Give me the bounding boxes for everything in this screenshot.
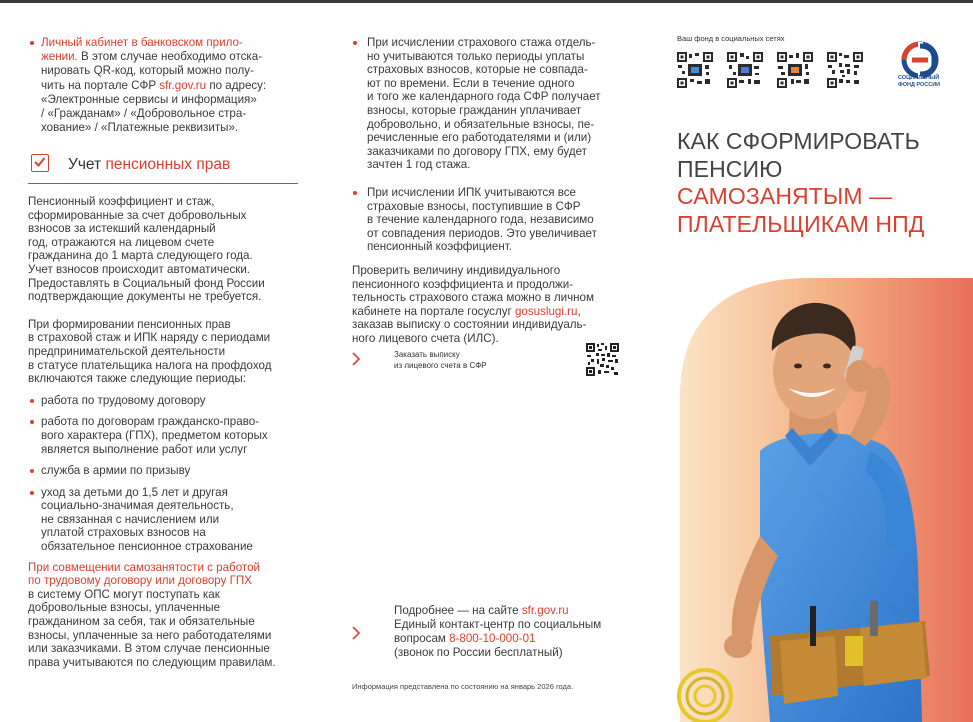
page-title: КАК СФОРМИРОВАТЬ ПЕНСИЮ САМОЗАНЯТЫМ — ПЛАТЕЛЬЩИКАМ НПД — [677, 128, 925, 237]
section-title: Учет пенсионных прав — [68, 156, 231, 173]
intro-text-3: нировать QR-код, который можно полу- — [41, 64, 254, 78]
list-item: уход за детьми до 1,5 лет и другая социально-значимая деятельность, не связанная с начислением или уплатой страховых взносов на обязательное пенсионное страхование — [28, 486, 300, 554]
order-statement-text: Заказать выписку из лицевого счета в СФР — [394, 350, 487, 370]
hero-worker-photo — [660, 276, 973, 722]
sfr-logo-text: СОЦИАЛЬНЫЙ ФОНД РОССИИ — [898, 75, 941, 88]
intro-red-2: жении. — [41, 50, 78, 64]
pension-rights-body — [28, 195, 300, 669]
intro-text-7: хование» / «Платежные реквизиты». — [41, 121, 239, 135]
intro-text-6: / «Гражданам» / «Добровольное стра- — [41, 107, 247, 121]
top-border — [0, 0, 973, 3]
qr-code-icon[interactable] — [677, 52, 713, 88]
checkbox-check-icon — [31, 154, 49, 172]
chevron-right-icon — [352, 626, 360, 640]
footnote: Информация представлена по состоянию на январь 2026 года. — [352, 682, 574, 691]
intro-bullet — [28, 36, 300, 135]
order-statement-row[interactable] — [352, 343, 624, 377]
qr-code-icon[interactable] — [727, 52, 763, 88]
section-heading — [28, 153, 298, 184]
intro-text-4: чить на портале СФР — [41, 78, 160, 92]
qr-code-icon[interactable] — [777, 52, 813, 88]
hotline-phone[interactable]: 8-800-10-000-01 — [449, 632, 536, 645]
social-qr-codes — [677, 52, 867, 90]
intro-text-2: В этом случае необходимо отска- — [77, 50, 263, 64]
intro-text-5: «Электронные сервисы и информация» — [41, 92, 257, 106]
qr-code-icon[interactable] — [827, 52, 863, 88]
rule-item: При исчислении ИПК учитываются все страховые взносы, поступившие в СФР в течение календарного года, независимо от совпадения периодов. Это увеличивает пенсионный коэффициент. — [352, 186, 624, 254]
list-item: работа по договорам гражданско-право- вого характера (ГПХ), предметом которых является выполнение работ или услуг — [28, 415, 300, 456]
qr-code-icon[interactable] — [586, 343, 619, 376]
intro-block — [28, 36, 300, 135]
check-paragraph: Проверить величину индивидуального пенсионного коэффициента и продолжи- тельность страхового стажа можно в личном кабинете на портале госуслуг gosuslugi.ru, заказав выписку о состоянии индивидуаль- ного лицевого счета (ИЛС). — [352, 263, 594, 345]
social-label: Ваш фонд в социальных сетях — [677, 34, 785, 43]
list-item: работа по трудовому договору — [28, 394, 300, 408]
para-1: Пенсионный коэффициент и стаж, сформированные за счет добровольных взносов за истекший календарный год, отражаются на лицевом счете гражданина до 1 марта следующего года. Учет взносов происходит автоматически. Предоставлять в Социальный фонд России подтверждающие документы не требуется. — [28, 195, 265, 304]
gosuslugi-link[interactable]: gosuslugi.ru — [514, 304, 578, 318]
rule-item: При исчислении страхового стажа отдель- но учитываются только периоды уплаты страховых взносов, которые не совпада- ют по времени. Если в течение одного и того же календарного года СФР получает взносы, которые гражданин уплачивает добровольно, и обязательные взносы, пе- речисленные его работодателями и (или) заказчиками по договору ГПХ, ему будет зачтен 1 год стажа. — [352, 36, 624, 172]
intro-red-1: Личный кабинет в банковском прило- — [41, 36, 243, 49]
periods-list — [28, 394, 300, 554]
rules-block — [352, 36, 624, 345]
sfr-site-link[interactable]: sfr.gov.ru — [521, 604, 569, 617]
list-item: служба в армии по призыву — [28, 464, 300, 478]
para-3: При совмещении самозанятости с работой по трудовому договору или договору ГПХ в систему ОПС могут поступать как добровольные взносы, уплаченные гражданином за себя, так и обязательные взносы, уплаченные за него работодателями или заказчиками. В этом случае пенсионные права учитываются по следующим правилам. — [28, 560, 276, 669]
chevron-right-icon — [352, 352, 360, 366]
contact-text: Подробнее — на сайте sfr.gov.ru Единый контакт-центр по социальным вопросам 8-800-10-000-01 (звонок по России бесплатный) — [394, 604, 602, 659]
intro-text-4b: по адресу: — [206, 78, 267, 92]
sfr-link[interactable]: sfr.gov.ru — [159, 78, 207, 92]
para-2: При формировании пенсионных прав в страховой стаж и ИПК наряду с периодами предпринимательской деятельности в статусе плательщика налога на профдоход включаются также следующие периоды: — [28, 317, 272, 386]
